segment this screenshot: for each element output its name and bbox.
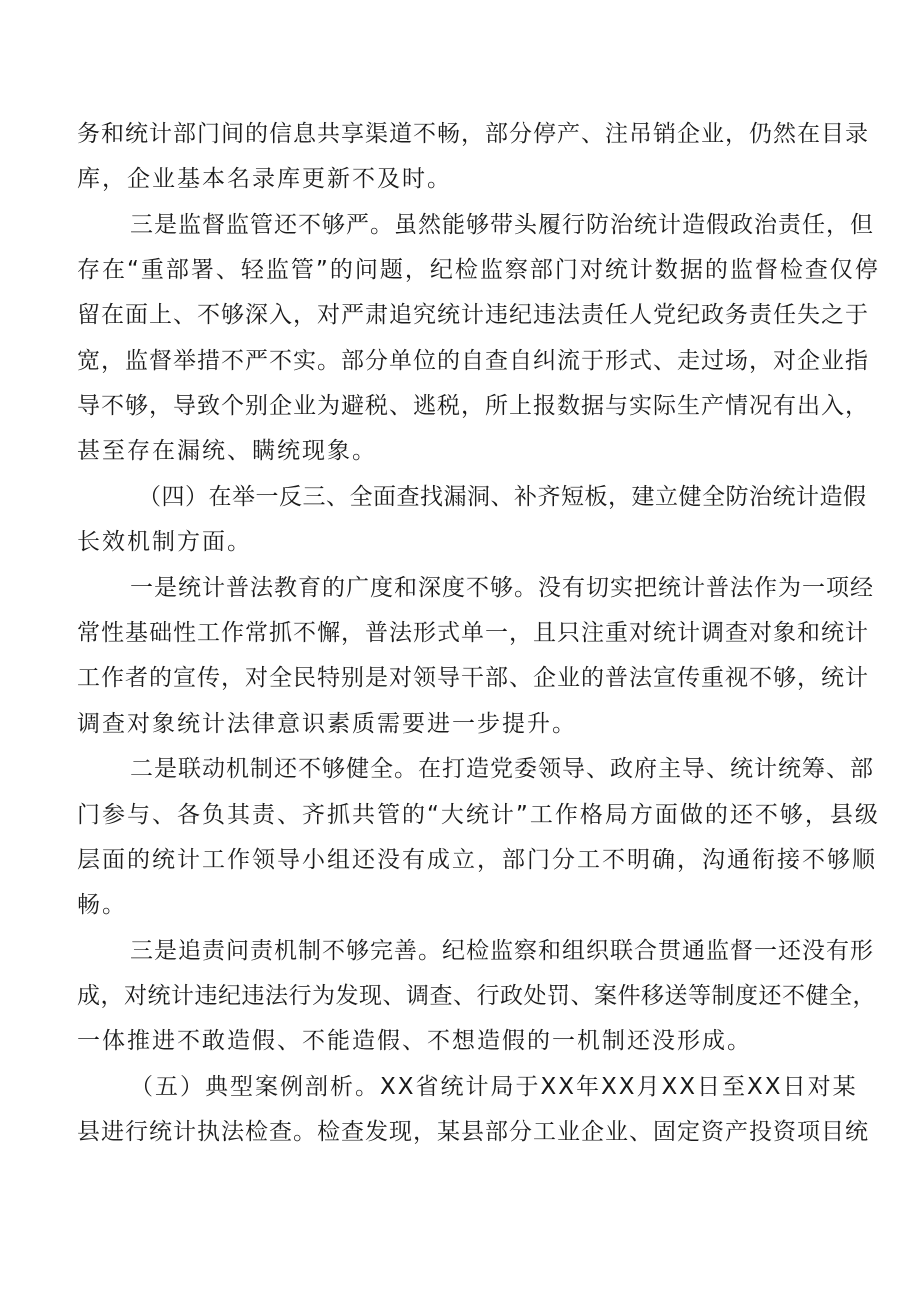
text-line: 一体推进不敢造假、不能造假、不想造假的一机制还没形成。 [77, 1028, 752, 1054]
text-line: 存在“重部署、轻监管”的问题，纪检监察部门对统计数据的监督检查仅停 [77, 257, 880, 283]
text-line: 调查对象统计法律意识素质需要进一步提升。 [77, 711, 577, 737]
text-line: 层面的统计工作领导小组还没有成立，部门分工不明确，沟通衔接不够顺 [77, 847, 877, 873]
text-line: 县进行统计执法检查。检查发现，某县部分工业企业、固定资产投资项目统 [77, 1119, 869, 1145]
text-line: 二是联动机制还不够健全。在打造党委领导、政府主导、统计统筹、部 [130, 756, 874, 782]
text-line: 门参与、各负其责、齐抓共管的“大统计”工作格局方面做的还不够，县级 [77, 802, 880, 828]
text-line: 畅。 [77, 892, 127, 918]
section-heading: （五）典型案例剖析。XX省统计局于XX年XX月XX日至XX日对某 [130, 1074, 858, 1100]
text-line: 宽，监督举措不严不实。部分单位的自查自纠流于形式、走过场，对企业指 [77, 348, 869, 374]
section-heading: （四）在举一反三、全面查找漏洞、补齐短板，建立健全防治统计造假 [138, 484, 867, 510]
text-line: 成，对统计违纪违法行为发现、调查、行政处罚、案件移送等制度还不健全， [77, 983, 876, 1009]
text-line: 三是追责问责机制不够完善。纪检监察和组织联合贯通监督一还没有形 [130, 938, 874, 964]
text-line: 一是统计普法教育的广度和深度不够。没有切实把统计普法作为一项经 [130, 575, 874, 601]
text-line: 务和统计部门间的信息共享渠道不畅，部分停产、注吊销企业，仍然在目录 [77, 121, 869, 147]
text-line: 常性基础性工作常抓不懈，普法形式单一，且只注重对统计调查对象和统计 [77, 620, 869, 646]
text-line: 导不够，导致个别企业为避税、逃税，所上报数据与实际生产情况有出入， [77, 393, 869, 419]
text-line: 三是监督监管还不够严。虽然能够带头履行防治统计造假政治责任，但 [130, 212, 874, 238]
text-line: 甚至存在漏统、瞒统现象。 [77, 438, 377, 464]
text-line: 工作者的宣传，对全民特别是对领导干部、企业的普法宣传重视不够，统计 [77, 665, 869, 691]
text-line: 留在面上、不够深入，对严肃追究统计违纪违法责任人党纪政务责任失之于 [77, 302, 869, 328]
section-heading: 长效机制方面。 [77, 529, 252, 555]
text-line: 库，企业基本名录库更新不及时。 [77, 166, 452, 192]
